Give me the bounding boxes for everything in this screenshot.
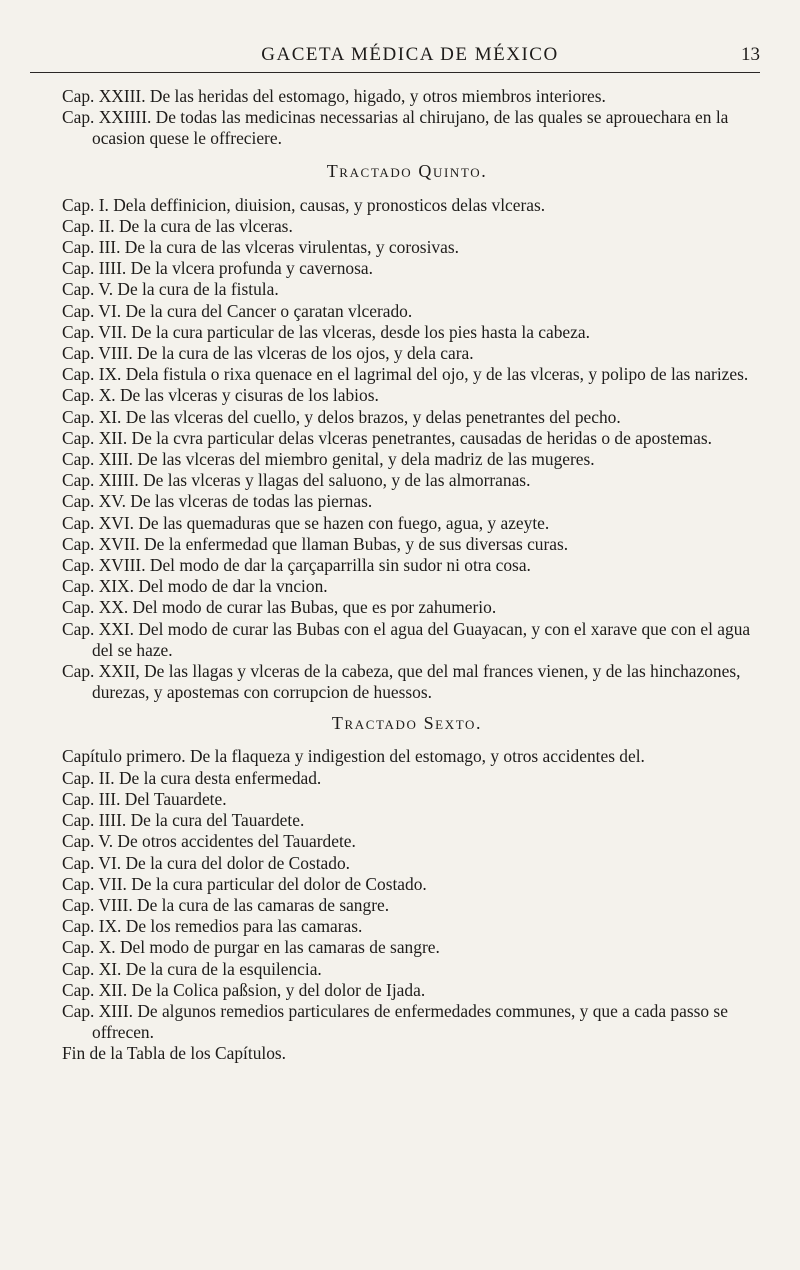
toc-entry: Cap. XIII. De algunos remedios particulares de enfermedades communes, y que a cada passo se offrecen. <box>62 1000 728 1043</box>
toc-entry: Cap. VII. De la cura particular de las vlceras, desde los pies hasta la cabeza. <box>62 321 590 342</box>
toc-entry: Cap. III. De la cura de las vlceras virulentas, y corosivas. <box>62 237 459 258</box>
toc-entry: Cap. XI. De la cura de la esquilencia. <box>62 958 322 979</box>
toc-entry: Cap. VIII. De la cura de las vlceras de los ojos, y dela cara. <box>62 343 474 364</box>
toc-entry: Cap. V. De la cura de la fistula. <box>62 279 279 300</box>
toc-entry: Cap. VI. De la cura del dolor de Costado. <box>62 852 350 873</box>
toc-entry: Cap. XXIIII. De todas las medicinas necessarias al chirujano, de las quales se aprouechara en la ocasion quese le offreciere. <box>62 107 729 149</box>
toc-entry: Cap. X. De las vlceras y cisuras de los labios. <box>62 385 379 406</box>
toc-entry: Cap. V. De otros accidentes del Tauardete. <box>62 831 356 852</box>
toc-entry: Cap. XIII. De las vlceras del miembro genital, y dela madriz de las mugeres. <box>62 449 595 470</box>
toc-entry: Cap. I. Dela deffinicion, diuision, causas, y pronosticos delas vlceras. <box>62 194 546 215</box>
toc-entry: Cap. IIII. De la cura del Tauardete. <box>62 810 305 831</box>
section-heading-tractado-sexto: Tractado Sexto. <box>331 713 483 734</box>
toc-entry: Cap. III. Del Tauardete. <box>62 788 227 809</box>
toc-entry: Capítulo primero. De la flaqueza y indigestion del estomago, y otros accidentes del. <box>62 746 645 767</box>
section-heading-tractado-quinto: Tractado Quinto. <box>326 160 488 181</box>
toc-entry: Cap. XIIII. De las vlceras y llagas del saluono, y de las almorranas. <box>62 470 531 491</box>
toc-entry: Cap. XVI. De las quemaduras que se hazen con fuego, agua, y azeyte. <box>62 512 550 533</box>
section-tractado-quinto <box>62 195 752 704</box>
toc-entry: Cap. X. Del modo de purgar en las camaras de sangre. <box>62 937 440 958</box>
section-continued <box>62 86 752 150</box>
toc-entry: Cap. XIX. Del modo de dar la vncion. <box>62 576 328 597</box>
toc-entry: Cap. IX. De los remedios para las camaras. <box>62 916 363 937</box>
running-title: GACETA MÉDICA DE MÉXICO <box>261 44 559 65</box>
running-header <box>60 44 760 72</box>
section-tractado-sexto <box>62 746 752 1064</box>
toc-entry: Cap. VI. De la cura del Cancer o çaratan vlcerado. <box>62 300 413 321</box>
toc-entry: Cap. IIII. De la vlcera profunda y cavernosa. <box>62 258 373 279</box>
toc-entry: Cap. XX. Del modo de curar las Bubas, que es por zahumerio. <box>62 597 497 618</box>
toc-entry: Cap. IX. Dela fistula o rixa quenace en el lagrimal del ojo, y de las vlceras, y polipo de las narizes. <box>62 364 749 385</box>
page-number: 13 <box>741 44 760 65</box>
toc-entry: Cap. XVIII. Del modo de dar la çarçaparrilla sin sudor ni otra cosa. <box>62 555 531 576</box>
toc-entry: Cap. XII. De la cvra particular delas vlceras penetrantes, causadas de heridas o de apostemas. <box>62 427 712 448</box>
toc-entry: Cap. II. De la cura desta enfermedad. <box>62 767 322 788</box>
toc-entry: Cap. XV. De las vlceras de todas las piernas. <box>62 491 373 512</box>
toc-entry: Cap. XXIII. De las heridas del estomago, higado, y otros miembros interiores. <box>62 86 606 106</box>
toc-entry: Cap. XXI. Del modo de curar las Bubas con el agua del Guayacan, y con el xarave que con el agua del se haze. <box>62 618 751 660</box>
toc-entry: Cap. XXII, De las llagas y vlceras de la cabeza, que del mal frances vienen, y de las hinchazones, durezas, y apostemas con corrupcion de huessos. <box>62 661 741 703</box>
table-of-contents <box>62 86 752 1065</box>
toc-entry: Cap. XI. De las vlceras del cuello, y delos brazos, y delas penetrantes del pecho. <box>62 406 621 427</box>
toc-entry: Cap. XVII. De la enfermedad que llaman Bubas, y de sus diversas curas. <box>62 533 569 554</box>
closing-line: Fin de la Tabla de los Capítulos. <box>62 1043 287 1064</box>
header-rule <box>30 72 760 73</box>
toc-entry: Cap. XII. De la Colica paßsion, y del dolor de Ijada. <box>62 979 426 1000</box>
toc-entry: Cap. II. De la cura de las vlceras. <box>62 215 293 236</box>
toc-entry: Cap. VII. De la cura particular del dolor de Costado. <box>62 873 427 894</box>
toc-entry: Cap. VIII. De la cura de las camaras de sangre. <box>62 894 390 915</box>
